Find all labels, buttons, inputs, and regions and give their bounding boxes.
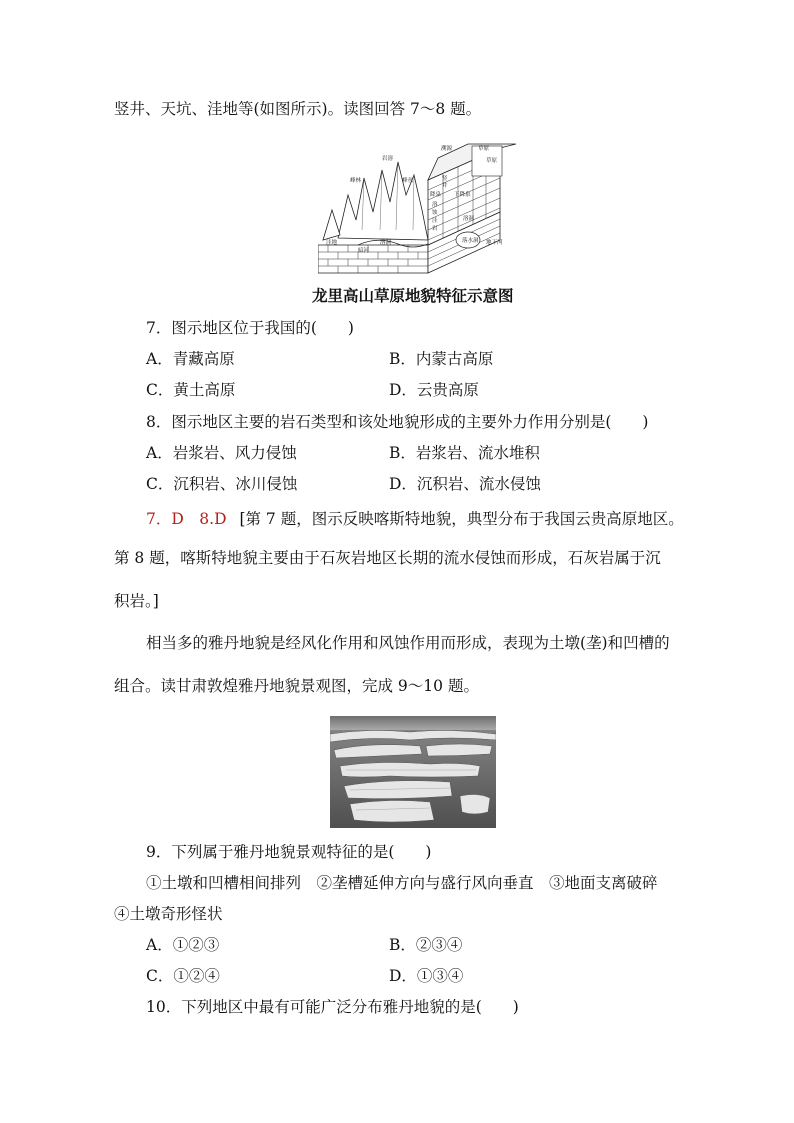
figure1-label: 岩 [432, 226, 438, 232]
q8-option-c[interactable]: C．沉积岩、冰川侵蚀 [146, 475, 298, 493]
q9-option-c[interactable]: C．①②④ [146, 967, 220, 985]
figure1-label: 溶洞 [463, 216, 475, 222]
figure1-label: 草原 [478, 146, 490, 152]
figure1-label: 落水洞 [462, 238, 479, 244]
figure1-label: 洼地 [326, 240, 338, 246]
intro-line: 竖井、天坑、洼地等(如图所示)。读图回答 7～8 题。 [114, 100, 482, 118]
figure1-label: 地下河 [486, 240, 503, 246]
q8-stem: 8．图示地区主要的岩石类型和该处地貌形成的主要外力作用分别是( ) [146, 413, 649, 431]
q9-statements-line2: ④土墩奇形怪状 [114, 905, 223, 923]
answer-7-8-line1 [146, 509, 684, 529]
q7-option-b[interactable]: B．内蒙古高原 [389, 350, 494, 368]
figure1-label: 井 [442, 183, 448, 189]
figure1-label: 溶洞 [380, 240, 392, 246]
answer-explanation: [第 7 题，图示反映喀斯特地貌，典型分布于我国云贵高原地区。 [239, 510, 684, 528]
figure1-label: 下降泉 [454, 192, 471, 198]
figure1-label: 溯源 [441, 146, 453, 152]
figure1-label: 草原 [486, 158, 498, 164]
figure1-caption: 龙里高山草原地貌特征示意图 [312, 286, 514, 305]
q10-stem: 10．下列地区中最有可能广泛分布雅丹地貌的是( ) [146, 998, 519, 1016]
answer-key: 7．D 8.D [146, 510, 227, 528]
figure1-label: 岩溶 [382, 156, 394, 162]
figure1-label: 峰丛 [402, 178, 414, 184]
q8-option-d[interactable]: D．沉积岩、流水侵蚀 [389, 475, 541, 493]
figure1-label: 峰林 [350, 178, 362, 184]
q7-option-a[interactable]: A．青藏高原 [146, 350, 235, 368]
answer-7-8-line2: 第 8 题，喀斯特地貌主要由于石灰岩地区长期的流水侵蚀而形成，石灰岩属于沉 [114, 549, 661, 567]
q7-option-d[interactable]: D．云贵高原 [389, 381, 479, 399]
answer-7-8-line3: 积岩。] [114, 592, 159, 610]
figure1-label: 降泉 [430, 192, 442, 198]
yardang-landscape-photo [330, 716, 496, 828]
q9-option-a[interactable]: A．①②③ [146, 936, 220, 954]
q9-option-d[interactable]: D．①③④ [389, 967, 464, 985]
karst-landscape-figure [318, 140, 518, 275]
figure1-label: 溶 [432, 202, 438, 208]
figure1-label: 竖 [442, 176, 448, 182]
q7-stem: 7．图示地区位于我国的( ) [146, 319, 354, 337]
passage2-line2: 组合。读甘肃敦煌雅丹地貌景观图，完成 9～10 题。 [114, 677, 479, 695]
q8-option-a[interactable]: A．岩浆岩、风力侵蚀 [146, 444, 297, 462]
q9-statements-line1: ①土墩和凹槽相间排列 ②垄槽延伸方向与盛行风向垂直 ③地面支离破碎 [146, 874, 658, 892]
q8-option-b[interactable]: B．岩浆岩、流水堆积 [389, 444, 540, 462]
passage2-line1: 相当多的雅丹地貌是经风化作用和风蚀作用而形成，表现为土墩(垄)和凹槽的 [146, 634, 670, 652]
q9-stem: 9．下列属于雅丹地貌景观特征的是( ) [146, 843, 432, 861]
q9-option-b[interactable]: B．②③④ [389, 936, 463, 954]
q7-option-c[interactable]: C．黄土高原 [146, 381, 236, 399]
figure1-label: 暗河 [358, 248, 370, 254]
figure1-label: 蚀 [432, 210, 438, 216]
figure1-label: 洼 [432, 218, 438, 224]
